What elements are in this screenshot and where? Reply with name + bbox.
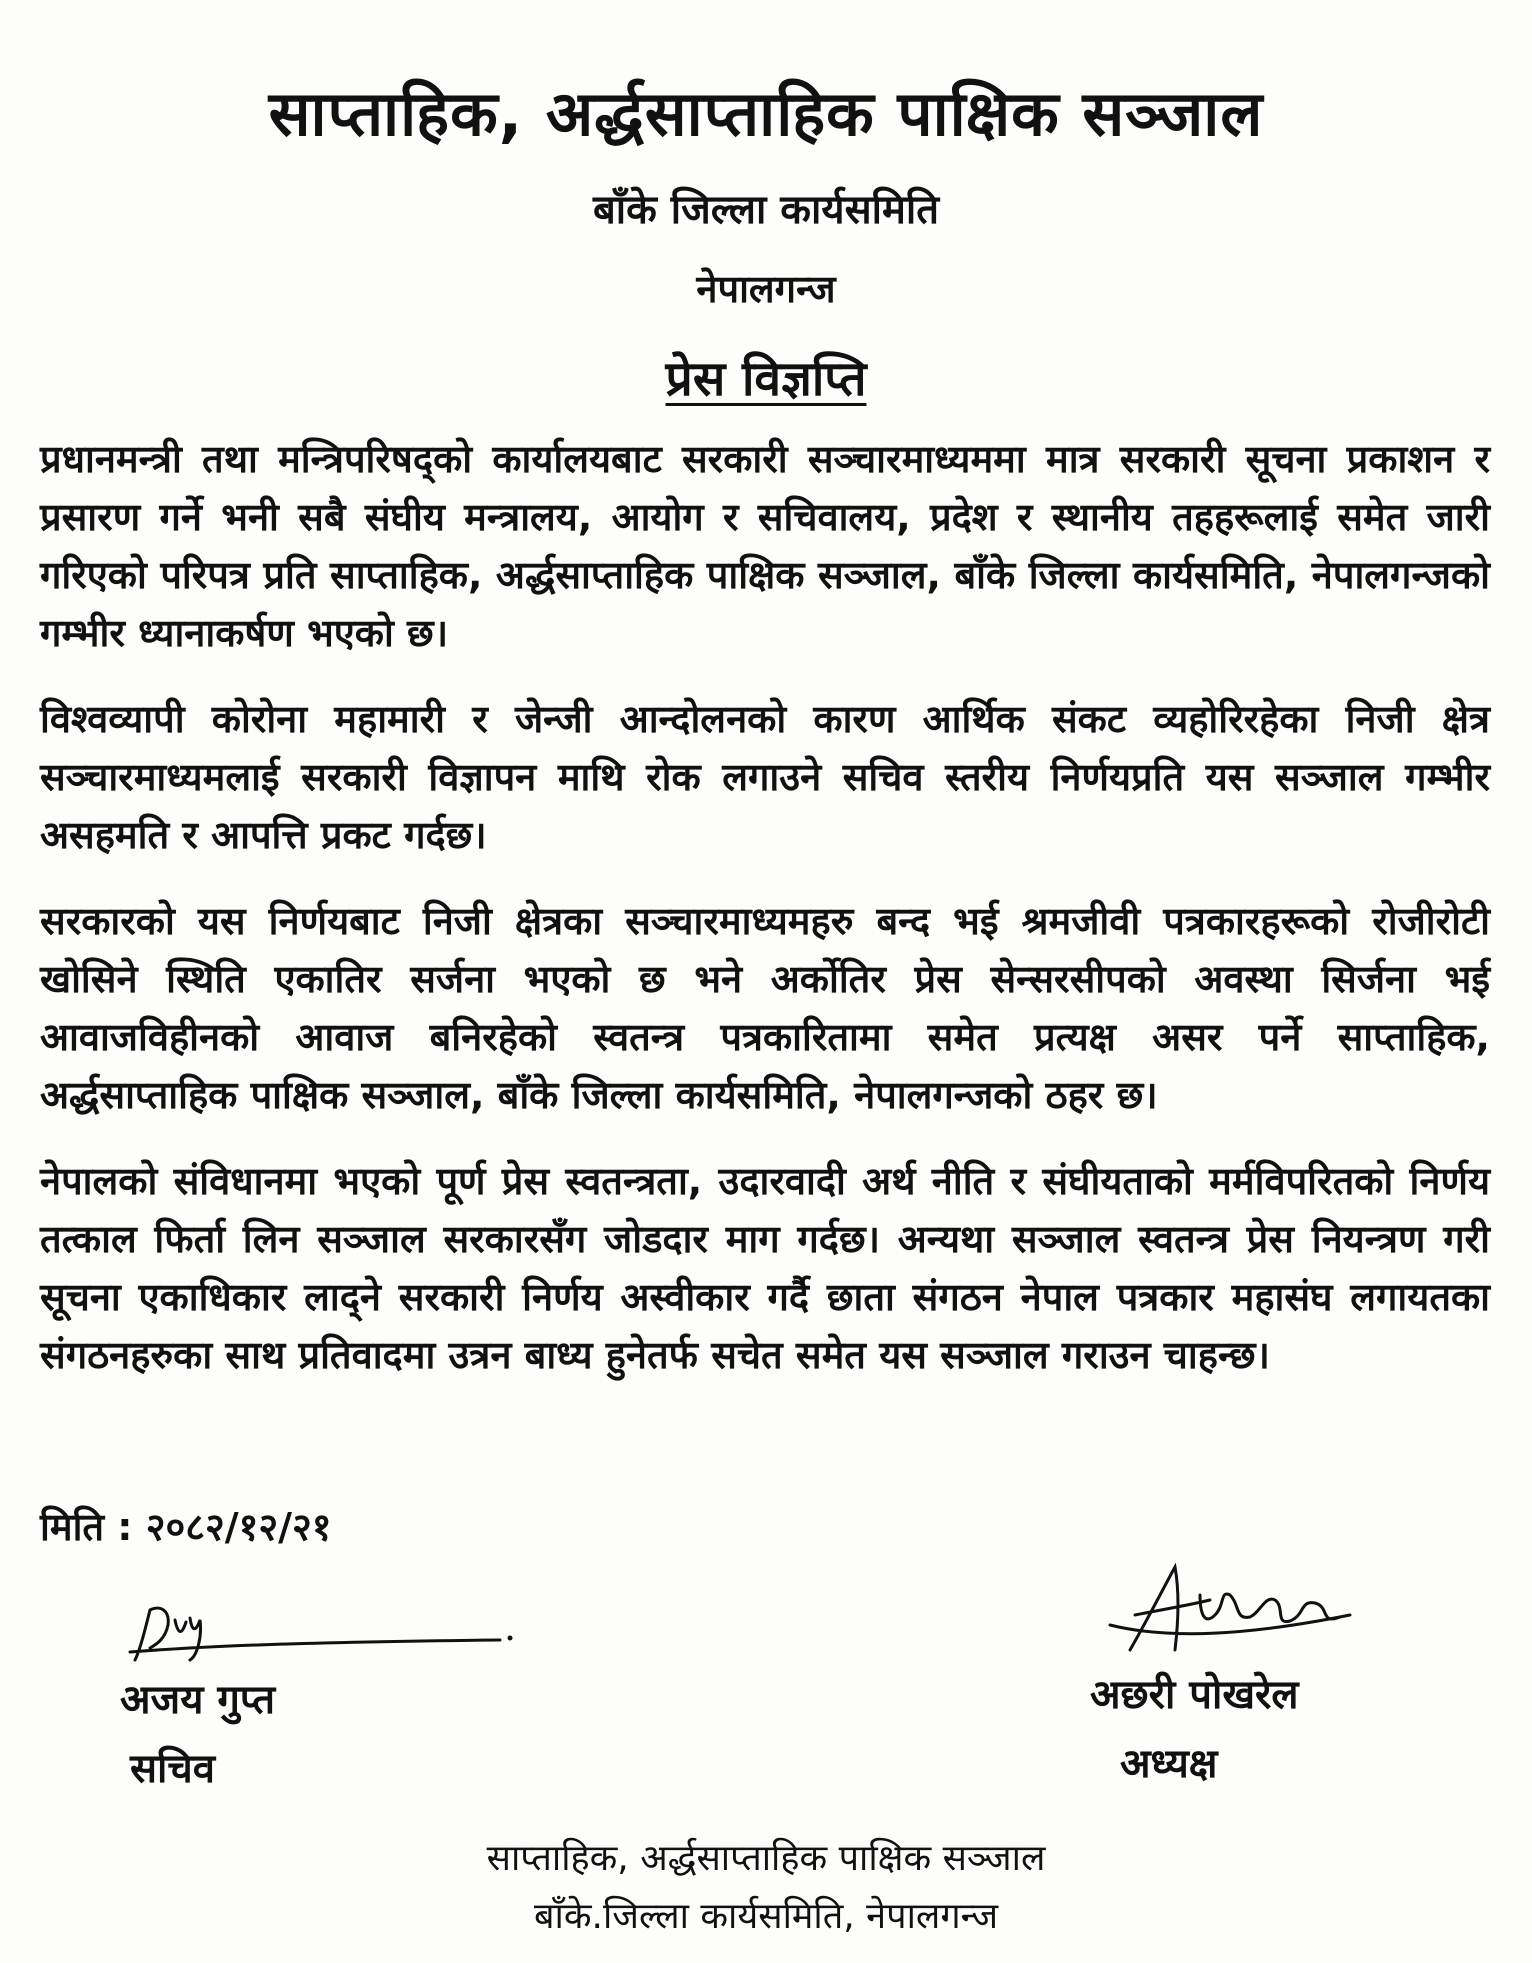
chairperson-name: अछरी पोखरेल <box>1090 1672 1299 1718</box>
paragraph-1: प्रधानमन्त्री तथा मन्त्रिपरिषद्को कार्यालयबाट सरकारी सञ्चारमाध्यममा मात्र सरकारी सूचना प्रकाशन र प्रसारण गर्ने भनी सबै संघीय मन्त्रालय, आयोग र सचिवालय, प्रदेश र स्थानीय तहहरूलाई समेत जारी गरिएको परिपत्र प्रति साप्ताहिक, अर्द्धसाप्ताहिक पाक्षिक सञ्जाल, बाँके जिल्ला कार्यसमिति, नेपालगन्जको गम्भीर ध्यानाकर्षण भएको छ। <box>40 437 1490 655</box>
signature-block-secretary <box>120 1590 540 1794</box>
paragraph-4: नेपालको संविधानमा भएको पूर्ण प्रेस स्वतन्त्रता, उदारवादी अर्थ नीति र संघीयताको मर्मविपरितको निर्णय तत्काल फिर्ता लिन सञ्जाल सरकारसँग जोडदार माग गर्दछ। अन्यथा सञ्जाल स्वतन्त्र प्रेस नियन्त्रण गरी सूचना एकाधिकार लाद्ने सरकारी निर्णय अस्वीकार गर्दै छाता संगठन नेपाल पत्रकार महासंघ लगायतका संगठनहरुका साथ प्रतिवादमा उत्रन बाध्य हुनेतर्फ सचेत समेत यस सञ्जाल गराउन चाहन्छ। <box>40 1159 1490 1377</box>
organization-city: नेपालगन्ज <box>696 267 836 311</box>
secretary-name: अजय गुप्त <box>120 1677 276 1723</box>
handwritten-signature-chairperson <box>1090 1555 1390 1665</box>
signature-block-chairperson <box>1090 1555 1450 1789</box>
paragraph-2: विश्वव्यापी कोरोना महामारी र जेन्जी आन्दोलनको कारण आर्थिक संकट व्यहोरिरहेका निजी क्षेत्र सञ्चारमाध्यमलाई सरकारी विज्ञापन माथि रोक लगाउने सचिव स्तरीय निर्णयप्रति यस सञ्जाल गम्भीर असहमति र आपत्ति प्रकट गर्दछ। <box>40 697 1490 857</box>
footer <box>0 1830 1532 1946</box>
document-heading <box>0 345 1532 410</box>
secretary-role: सचिव <box>130 1746 216 1792</box>
handwritten-signature-secretary <box>120 1590 520 1670</box>
chairperson-role: अध्यक्ष <box>1120 1741 1218 1787</box>
document-heading-text: प्रेस विज्ञप्ति <box>665 351 867 407</box>
footer-unit: बाँके.जिल्ला कार्यसमिति, नेपालगन्ज <box>533 1896 999 1937</box>
paragraph-3: सरकारको यस निर्णयबाट निजी क्षेत्रका सञ्चारमाध्यमहरु बन्द भई श्रमजीवी पत्रकारहरूको रोजीरोटी खोसिने स्थिति एकातिर सर्जना भएको छ भने अर्कोतिर प्रेस सेन्सरसीपको अवस्था सिर्जना भई आवाजविहीनको आवाज बनिरहेको स्वतन्त्र पत्रकारितामा समेत प्रत्यक्ष असर पर्ने साप्ताहिक, अर्द्धसाप्ताहिक पाक्षिक सञ्जाल, बाँके जिल्ला कार्यसमिति, नेपालगन्जको ठहर छ। <box>40 899 1490 1117</box>
document-date: मिति : २०८२/१२/२१ <box>40 1505 332 1549</box>
organization-unit: बाँके जिल्ला कार्यसमिति <box>592 187 940 233</box>
organization-name: साप्ताहिक, अर्द्धसाप्ताहिक पाक्षिक सञ्जाल <box>268 77 1264 150</box>
document-body <box>40 430 1490 1412</box>
footer-organization: साप्ताहिक, अर्द्धसाप्ताहिक पाक्षिक सञ्जाल <box>486 1838 1046 1879</box>
